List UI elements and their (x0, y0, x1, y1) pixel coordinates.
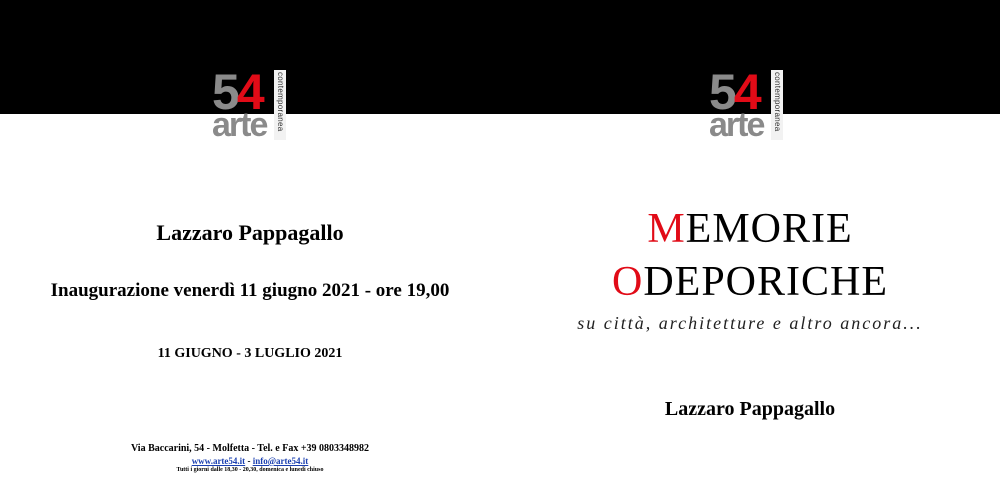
inauguration-line: Inaugurazione venerdì 11 giugno 2021 - ore 19,00 (50, 280, 450, 301)
exhibition-subtitle: su città, architetture e altro ancora... (577, 313, 923, 333)
logo-number: 54 (212, 64, 262, 120)
logo-word: arte (212, 106, 267, 144)
logo-side-label: contemporanea (771, 70, 783, 140)
logo-number: 54 (709, 64, 759, 120)
exhibition-title-line1: MEMORIE (647, 206, 853, 252)
website-link[interactable]: www.arte54.it (191, 456, 246, 466)
opening-hours: Tutti i giorni dalle 18,30 - 20,30, domenica e lunedì chiuso (176, 467, 324, 473)
arte54-logo (709, 64, 783, 144)
exhibition-title-line2: ODEPORICHE (611, 259, 889, 305)
logo-side-label: contemporanea (274, 70, 286, 140)
artist-name: Lazzaro Pappagallo (156, 220, 344, 245)
link-separator: - (245, 456, 253, 466)
title-initial-m: M (647, 206, 686, 252)
logo-word: arte (709, 106, 764, 144)
contact-links (0, 456, 500, 466)
title-initial-o: O (611, 259, 644, 305)
artist-name-cover: Lazzaro Pappagallo (664, 398, 836, 420)
exhibition-dates: 11 GIUGNO - 3 LUGLIO 2021 (157, 346, 343, 361)
arte54-logo (212, 64, 286, 144)
email-link[interactable]: info@arte54.it (252, 456, 309, 466)
gallery-address: Via Baccarini, 54 - Molfetta - Tel. e Fax +39 0803348982 (130, 443, 370, 454)
